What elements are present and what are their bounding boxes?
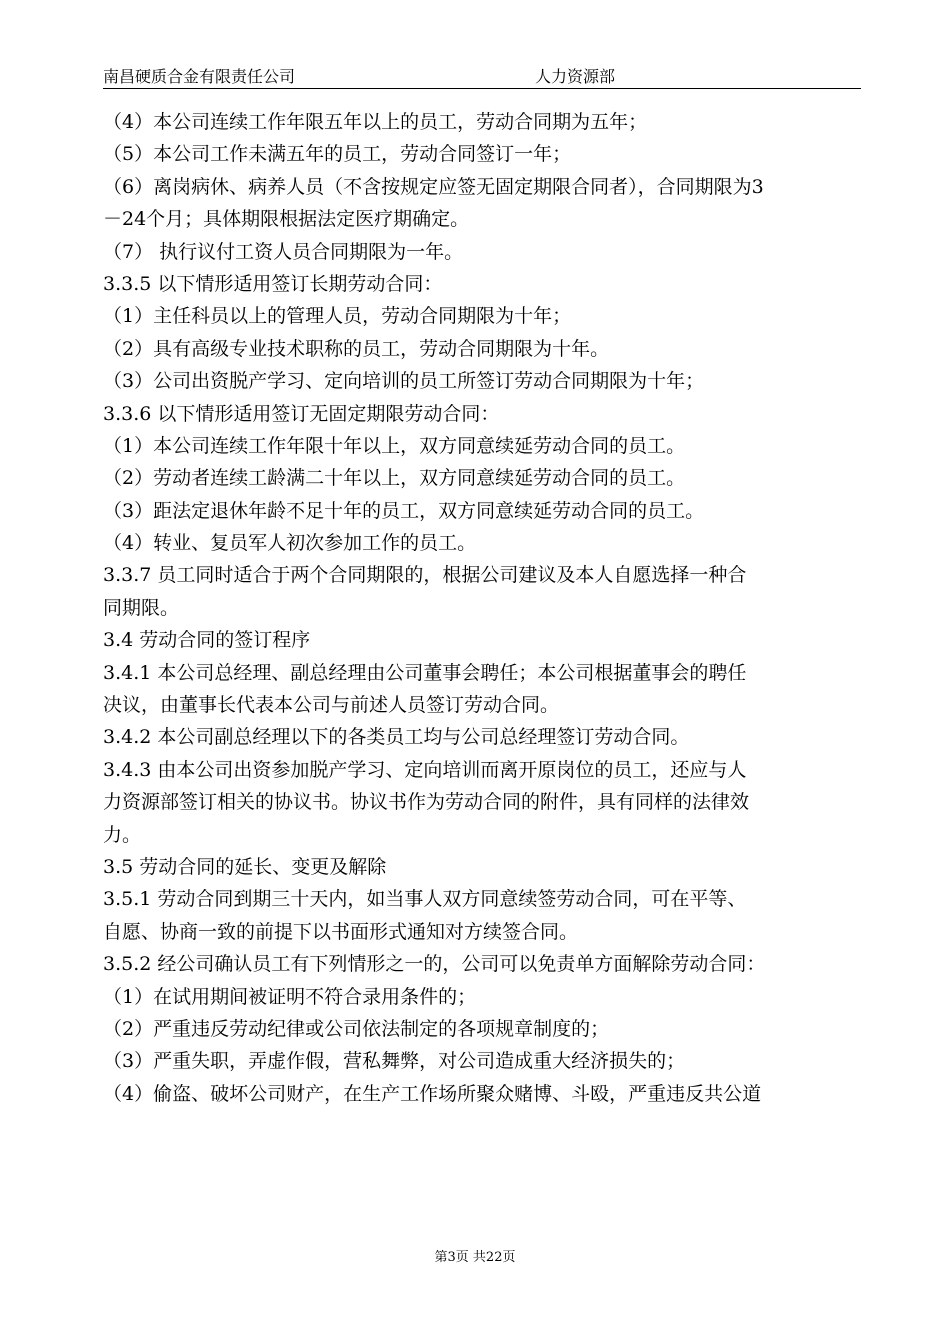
text-line: （3）严重失职，弄虚作假，营私舞弊，对公司造成重大经济损失的； [103, 1050, 686, 1073]
text-line: －24个月；具体期限根据法定医疗期确定。 [103, 208, 470, 231]
text-line: （3）距法定退休年龄不足十年的员工，双方同意续延劳动合同的员工。 [103, 499, 705, 522]
document-body [103, 106, 865, 1110]
text-line: 同期限。 [103, 596, 180, 619]
text-line: （4）本公司连续工作年限五年以上的员工，劳动合同期为五年； [103, 111, 648, 133]
text-line: 3.5.1 劳动合同到期三十天内，如当事人双方同意续签劳动合同，可在平等、 [103, 888, 747, 911]
page-header [103, 62, 861, 89]
text-line: （7） 执行议付工资人员合同期限为一年。 [103, 240, 464, 263]
text-line: 3.3.7 员工同时适合于两个合同期限的，根据公司建议及本人自愿选择一种合 [103, 564, 747, 587]
text-line: （2）具有高级专业技术职称的员工，劳动合同期限为十年。 [103, 337, 610, 360]
text-line: （5）本公司工作未满五年的员工，劳动合同签订一年； [103, 143, 572, 166]
text-line: 3.4.2 本公司副总经理以下的各类员工均与公司总经理签订劳动合同。 [103, 726, 690, 749]
text-line: （2）严重违反劳动纪律或公司依法制定的各项规章制度的； [103, 1017, 610, 1040]
text-line: （2）劳动者连续工龄满二十年以上，双方同意续延劳动合同的员工。 [103, 467, 686, 490]
text-line: （1）主任科员以上的管理人员，劳动合同期限为十年； [103, 305, 572, 328]
department-name: 人力资源部 [535, 67, 616, 86]
text-line: 力。 [103, 823, 142, 846]
text-line: 3.3.5 以下情形适用签订长期劳动合同： [103, 272, 443, 295]
company-name: 南昌硬质合金有限责任公司 [103, 67, 296, 86]
text-line: 3.5 劳动合同的延长、变更及解除 [103, 855, 387, 878]
text-line: （4）转业、复员军人初次参加工作的员工。 [103, 532, 477, 555]
text-line: 3.4 劳动合同的签订程序 [103, 629, 311, 652]
text-line: （4）偷盗、破坏公司财产，在生产工作场所聚众赌博、斗殴，严重违反共公道 [103, 1082, 762, 1105]
text-line: （3）公司出资脱产学习、定向培训的员工所签订劳动合同期限为十年； [103, 370, 705, 393]
text-line: 3.3.6 以下情形适用签订无固定期限劳动合同： [103, 402, 500, 425]
text-line: （1）本公司连续工作年限十年以上，双方同意续延劳动合同的员工。 [103, 434, 686, 457]
text-line: 力资源部签订相关的协议书。协议书作为劳动合同的附件，具有同样的法律效 [103, 791, 750, 814]
text-line: 3.4.3 由本公司出资参加脱产学习、定向培训而离开原岗位的员工，还应与人 [103, 758, 747, 781]
text-line: 自愿、协商一致的前提下以书面形式通知对方续签合同。 [103, 920, 579, 943]
text-line: （1）在试用期间被证明不符合录用条件的； [103, 985, 477, 1008]
text-line: 3.5.2 经公司确认员工有下列情形之一的，公司可以免责单方面解除劳动合同： [103, 953, 766, 976]
text-line: 决议，由董事长代表本公司与前述人员签订劳动合同。 [103, 694, 560, 717]
text-line: （6）离岗病休、病养人员（不含按规定应签无固定期限合同者），合同期限为3 [103, 175, 764, 198]
page-number: 第3页 共22页 [434, 1250, 516, 1265]
page-footer [0, 1246, 950, 1265]
text-line: 3.4.1 本公司总经理、副总经理由公司董事会聘任；本公司根据董事会的聘任 [103, 661, 747, 684]
